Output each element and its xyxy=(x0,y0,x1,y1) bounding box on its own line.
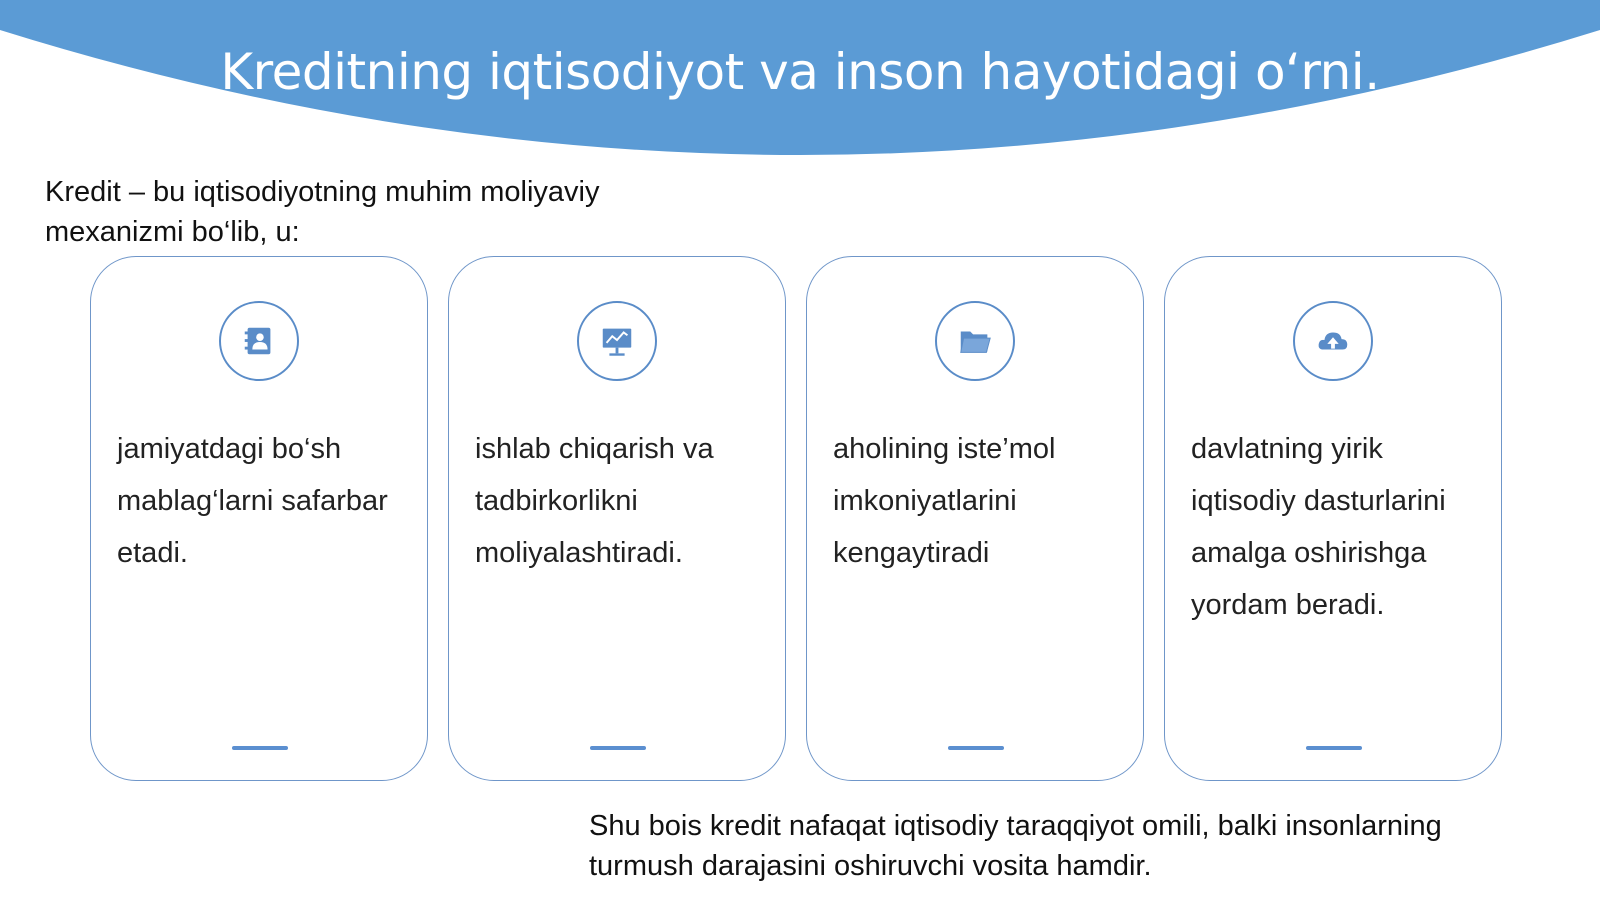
card-accent-bar xyxy=(1306,746,1362,750)
cards-row xyxy=(90,256,1502,783)
conclusion-text: Shu bois kredit nafaqat iqtisodiy taraqqiyot omili, balki insonlarning turmush darajasini oshiruvchi vosita hamdir. xyxy=(589,810,1442,882)
card-text: ishlab chiqarish va tadbirkorlikni moliyalashtiradi. xyxy=(475,433,714,569)
intro-text: Kredit – bu iqtisodiyotning muhim moliyaviy mexanizmi bo‘lib, u: xyxy=(45,176,600,248)
card-text: davlatning yirik iqtisodiy dasturlarini amalga oshirishga yordam beradi. xyxy=(1191,433,1446,621)
card-finance-production xyxy=(448,256,786,781)
card-accent-bar xyxy=(232,746,288,750)
card-text: aholining iste’mol imkoniyatlarini kengaytiradi xyxy=(833,433,1056,569)
card-state-programs xyxy=(1164,256,1502,781)
contact-book-icon xyxy=(219,301,299,381)
card-consumer-capacity xyxy=(806,256,1144,781)
card-accent-bar xyxy=(948,746,1004,750)
card-text: jamiyatdagi bo‘sh mablag‘larni safarbar etadi. xyxy=(117,433,388,569)
card-accent-bar xyxy=(590,746,646,750)
folder-icon xyxy=(935,301,1015,381)
card-mobilize-funds xyxy=(90,256,428,781)
chart-presentation-icon xyxy=(577,301,657,381)
page-title: Kreditning iqtisodiyot va inson hayotidagi o‘rni. xyxy=(220,43,1380,101)
cloud-upload-icon xyxy=(1293,301,1373,381)
